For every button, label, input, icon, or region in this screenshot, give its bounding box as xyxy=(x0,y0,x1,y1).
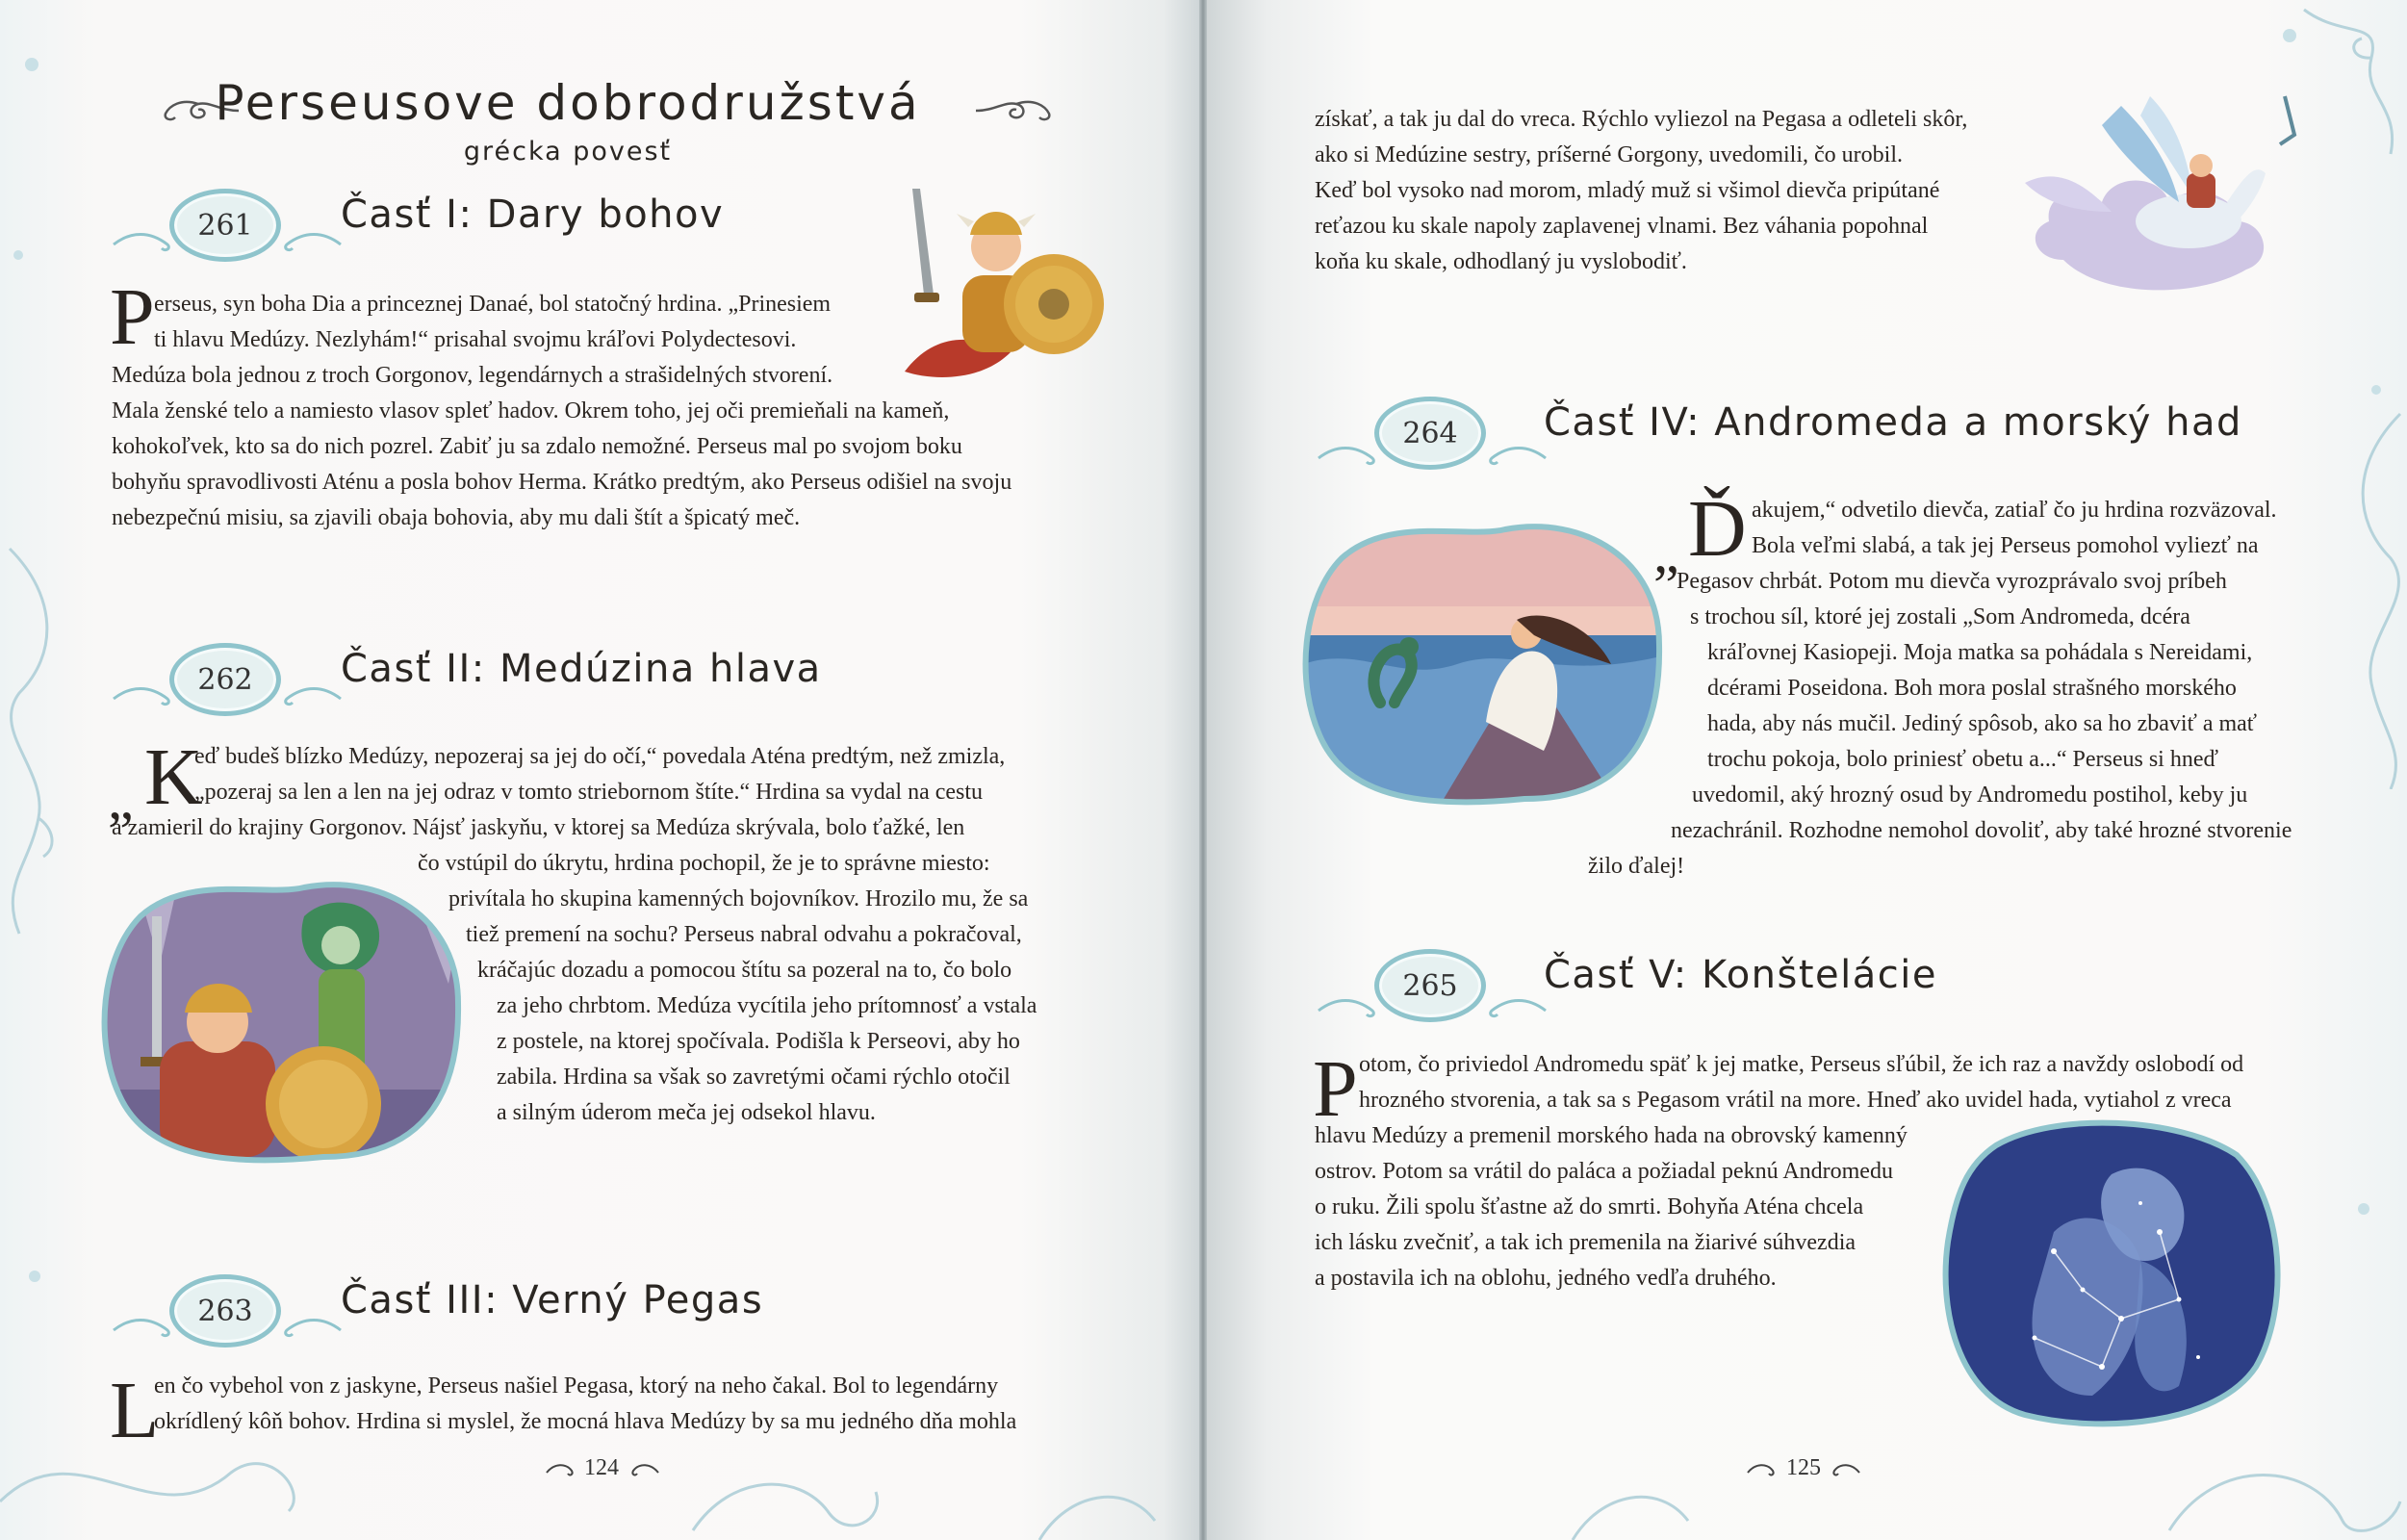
text-line: „pozeraj sa len a len na jej odraz v tomto striebornom štíte.“ Hrdina sa vydal na cestu xyxy=(194,780,984,805)
text-line: Medúza bola jednou z troch Gorgonov, legendárnych a strašidelných stvorení. xyxy=(112,363,833,388)
decorative-dot xyxy=(29,1270,40,1282)
drop-cap: P xyxy=(1313,1044,1358,1134)
story-title: Perseusove dobrodružstvá xyxy=(215,75,921,131)
text-line: kráľovnej Kasiopeji. Moja matka sa pohádala s Nereidami, xyxy=(1707,640,2253,665)
text-line: zabila. Hrdina sa však so zavretými očami rýchlo otočil xyxy=(497,1065,1011,1090)
left-page xyxy=(0,0,1199,1540)
section-heading: Časť II: Medúzina hlava xyxy=(341,647,822,691)
opening-quote: „ xyxy=(1653,521,1679,584)
text-line: a postavila ich na oblohu, jedného vedľa druhého. xyxy=(1315,1266,1777,1291)
text-line: nebezpečnú misiu, sa zjavili obaja bohovia, aby mu dali štít a špicatý meč. xyxy=(112,505,801,530)
text-line: eď budeš blízko Medúzy, nepozeraj sa jej do očí,“ povedala Aténa predtým, než zmizla, xyxy=(194,744,1006,769)
corner-swirl-decoration xyxy=(0,539,67,943)
text-line: ako si Medúzine sestry, príšerné Gorgony, uvedomili, čo urobil. xyxy=(1315,142,1903,167)
page-number: 125 xyxy=(1786,1455,1821,1480)
text-line: hrozného stvorenia, a tak sa s Pegasom vrátil na more. Hneď ako uvidel hada, vytiahol z vreca xyxy=(1359,1088,2232,1113)
drop-cap: K xyxy=(144,732,203,822)
decorative-dot xyxy=(13,250,23,260)
text-line: okrídlený kôň bohov. Hrdina si myslel, že mocná hlava Medúzy by sa mu jedného dňa mohla xyxy=(154,1409,1017,1434)
drop-cap: P xyxy=(110,272,155,362)
section-heading: Časť V: Konštelácie xyxy=(1544,953,1938,997)
decorative-dot xyxy=(2283,29,2296,42)
section-heading: Časť I: Dary bohov xyxy=(341,192,725,237)
perseus-warrior-illustration xyxy=(895,189,1107,381)
text-line: získať, a tak ju dal do vreca. Rýchlo vyliezol na Pegasa a odleteli skôr, xyxy=(1315,107,1968,132)
text-line: ostrov. Potom sa vrátil do paláca a požiadal peknú Andromedu xyxy=(1315,1159,1893,1184)
side-swirl-decoration xyxy=(2333,404,2407,789)
section-text xyxy=(112,1369,1016,1440)
title-ornament-right xyxy=(972,96,1053,125)
text-line: a silným úderom meča jej odsekol hlavu. xyxy=(497,1100,876,1125)
constellation-illustration xyxy=(1938,1116,2285,1434)
text-line: akujem,“ odvetilo dievča, zatiaľ čo ju hrdina rozväzoval. xyxy=(1752,498,2277,523)
section-heading: Časť III: Verný Pegas xyxy=(341,1278,764,1322)
text-line: otom, čo priviedol Andromedu späť k jej matke, Perseus sľúbil, že ich raz a navždy oslobodí od xyxy=(1359,1052,2244,1077)
text-line: ich lásku zvečniť, a tak ich premenila na žiarivé súhvezdia xyxy=(1315,1230,1856,1255)
story-number-badge: 263 xyxy=(169,1274,281,1348)
decorative-dot xyxy=(2358,1203,2369,1215)
text-line: trochu pokoja, bolo priniesť obetu a...“ Perseus si hneď xyxy=(1707,747,2218,772)
text-line: hada, aby nás mučil. Jediný spôsob, ako sa ho zbaviť a mať xyxy=(1707,711,2258,736)
text-line: za jeho chrbtom. Medúza vycítila jeho prítomnosť a vstala xyxy=(497,993,1037,1018)
section-text xyxy=(1313,493,2292,885)
text-line: z postele, na ktorej spočívala. Podišla k Perseovi, aby ho xyxy=(497,1029,1020,1054)
text-line: a zamieril do krajiny Gorgonov. Nájsť jaskyňu, v ktorej sa Medúza skrývala, bolo ťažké, len xyxy=(112,815,965,840)
text-line: nezachránil. Rozhodne nemohol dovoliť, aby také hrozné stvorenie xyxy=(1671,818,2292,843)
right-page xyxy=(1207,0,2407,1540)
text-line: žilo ďalej! xyxy=(1588,854,1685,879)
section-heading: Časť IV: Andromeda a morský had xyxy=(1544,400,2242,445)
opening-quote: „ xyxy=(108,767,134,831)
decorative-dot xyxy=(25,58,38,71)
text-line: dcérami Poseidona. Boh mora poslal strašného morského xyxy=(1707,676,2237,701)
text-line: erseus, syn boha Dia a princeznej Danaé, bol statočný hrdina. „Prinesiem xyxy=(154,292,832,317)
text-line: uvedomil, aký hrozný osud by Andromedu postihol, keby ju xyxy=(1692,783,2248,808)
story-number-badge: 264 xyxy=(1374,397,1486,470)
text-line: s trochou síl, ktoré jej zostali „Som Andromeda, dcéra xyxy=(1690,604,2190,629)
text-line: privítala ho skupina kamenných bojovníkov. Hrozilo mu, že sa xyxy=(448,886,1029,911)
text-line: o ruku. Žili spolu šťastne až do smrti. Bohyňa Aténa chcela xyxy=(1315,1194,1864,1219)
continuation-text xyxy=(1315,102,1967,280)
text-line: koňa ku skale, odhodlaný ju vyslobodiť. xyxy=(1315,249,1687,274)
text-line: kohokoľvek, kto sa do nich pozrel. Zabiť ju sa zdalo nemožné. Perseus mal po svojom boku xyxy=(112,434,962,459)
page-number: 124 xyxy=(584,1455,619,1480)
text-line: bohyňu spravodlivosti Aténu a posla bohov Herma. Krátko predtým, ako Perseus odišiel na svoju xyxy=(112,470,1012,495)
story-number-badge: 262 xyxy=(169,643,281,716)
text-line: Mala ženské telo a namiesto vlasov spleť hadov. Okrem toho, jej oči premieňali na kameň, xyxy=(112,398,950,424)
book-gutter xyxy=(1199,0,1207,1540)
drop-cap: Ď xyxy=(1688,484,1747,574)
text-line: Keď bol vysoko nad morom, mladý muž si všimol dievča pripútané xyxy=(1315,178,1940,203)
text-line: tiež premení na sochu? Perseus nabral odvahu a pokračoval, xyxy=(466,922,1022,947)
text-line: hlavu Medúzy a premenil morského hada na obrovský kamenný xyxy=(1315,1123,1908,1148)
medusa-cave-illustration xyxy=(102,878,468,1167)
story-subtitle: grécka povesť xyxy=(463,137,673,167)
story-number-badge: 265 xyxy=(1374,949,1486,1022)
text-line: čo vstúpil do úkrytu, hrdina pochopil, že je to správne miesto: xyxy=(418,851,990,876)
drop-cap: L xyxy=(110,1366,160,1455)
text-line: en čo vybehol von z jaskyne, Perseus našiel Pegasa, ktorý na neho čakal. Bol to legendárny xyxy=(154,1373,999,1399)
text-line: Bola veľmi slabá, a tak jej Perseus pomohol vyliezť na xyxy=(1752,533,2259,558)
text-line: reťazou ku skale napoly zaplavenej vlnami. Bez váhania popohnal xyxy=(1315,214,1929,239)
decorative-dot xyxy=(2371,385,2381,395)
story-number-badge: 261 xyxy=(169,189,281,262)
pegasus-cloud-illustration xyxy=(2006,77,2352,327)
text-line: kráčajúc dozadu a pomocou štítu sa pozeral na to, čo bolo xyxy=(477,958,1012,983)
text-line: Pegasov chrbát. Potom mu dievča vyrozprávalo svoj príbeh xyxy=(1677,569,2227,594)
section-text xyxy=(112,287,1011,536)
text-line: ti hlavu Medúzy. Nezlyhám!“ prisahal svojmu kráľovi Polydectesovi. xyxy=(154,327,797,352)
